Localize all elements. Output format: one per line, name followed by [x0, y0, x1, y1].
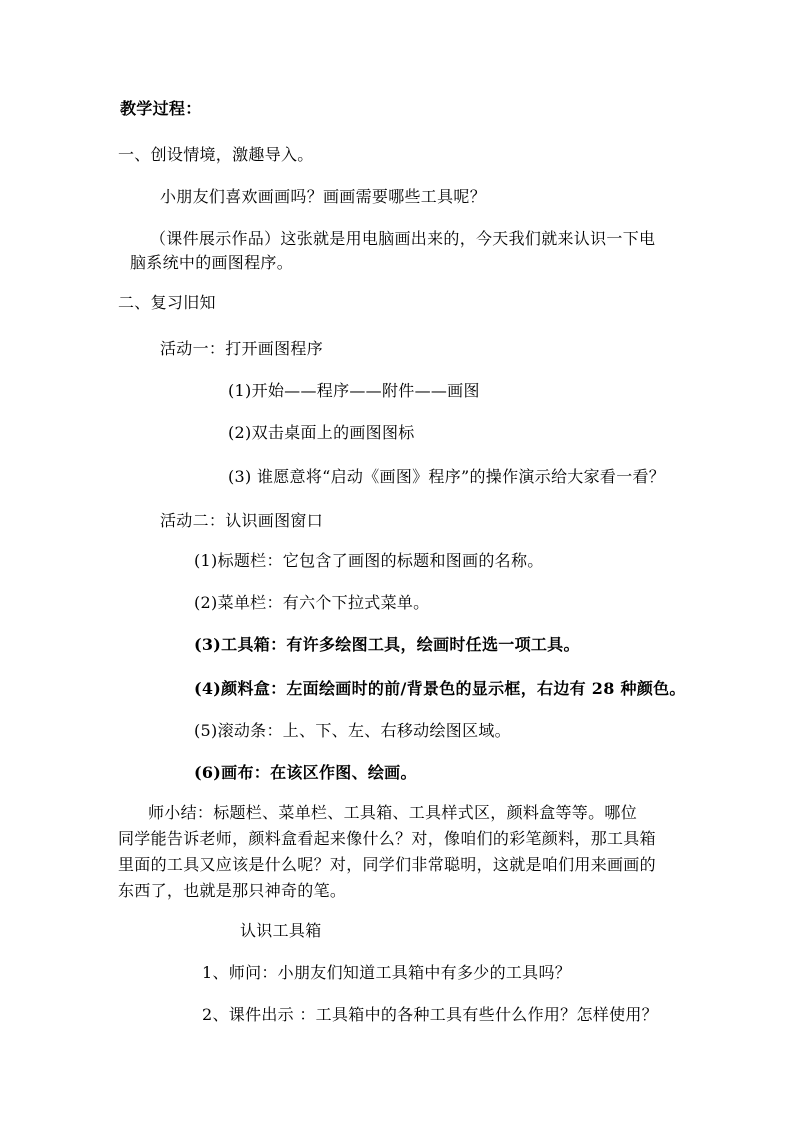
toolbox-item: 1、师问：小朋友们知道工具箱中有多少的工具吗？	[202, 963, 572, 982]
section1-paragraph-2-line-2: 脑系统中的画图程序。	[130, 253, 294, 272]
activity2-item: (5)滚动条：上、下、左、右移动绘图区域。	[194, 721, 511, 740]
toolbox-item: 2、课件出示 ：工具箱中的各种工具有些什么作用？怎样使用？	[202, 1005, 658, 1024]
summary-line: 东西了，也就是那只神奇的笔。	[118, 881, 347, 900]
summary-line: 同学能告诉老师，颜料盒看起来像什么？对，像咱们的彩笔颜料，那工具箱	[118, 829, 656, 848]
summary-line: 里面的工具又应该是什么呢？对，同学们非常聪明，这就是咱们用来画画的	[118, 855, 656, 874]
activity2-item: (6)画布：在该区作图、绘画。	[194, 763, 417, 782]
summary-line: 师小结：标题栏、菜单栏、工具箱、工具样式区，颜料盒等等。哪位	[148, 803, 638, 822]
section1-paragraph-1: 小朋友们喜欢画画吗？画画需要哪些工具呢？	[160, 187, 487, 206]
activity1-title: 活动一：打开画图程序	[160, 339, 324, 358]
activity2-item: (3)工具箱：有许多绘图工具，绘画时任选一项工具。	[194, 635, 580, 654]
activity2-item: (2)菜单栏：有六个下拉式菜单。	[194, 593, 430, 612]
section2-title: 二、复习旧知	[118, 293, 216, 312]
activity2-title: 活动二：认识画图窗口	[160, 511, 324, 530]
section1-title: 一、创设情境，激趣导入。	[118, 145, 314, 164]
activity1-item: (2)双击桌面上的画图图标	[228, 423, 415, 442]
activity2-item: (4)颜料盒：左面绘画时的前/背景色的显示框，右边有 28 种颜色。	[194, 679, 686, 698]
activity2-item: (1)标题栏：它包含了画图的标题和图画的名称。	[194, 551, 544, 570]
section1-paragraph-2-line-1: （课件展示作品）这张就是用电脑画出来的，今天我们就来认识一下电	[150, 229, 656, 248]
toolbox-title: 认识工具箱	[240, 921, 322, 940]
activity1-item: (1)开始——程序——附件——画图	[228, 381, 480, 400]
activity1-item: (3) 谁愿意将“启动《画图》程序”的操作演示给大家看一看？	[228, 467, 666, 486]
page-heading: 教学过程：	[120, 99, 202, 118]
